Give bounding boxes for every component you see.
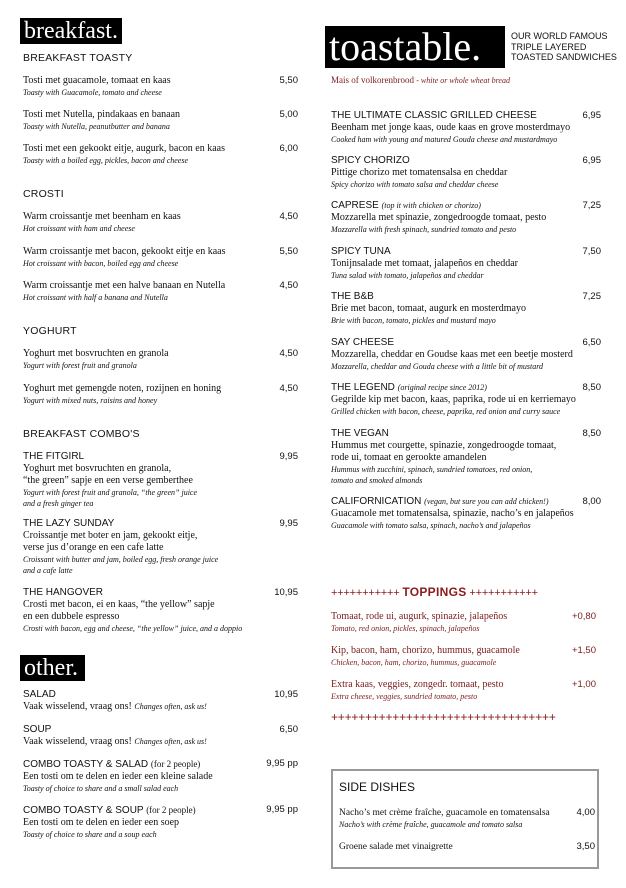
item-price: 7,50 [582,246,601,257]
item-price: 6,50 [279,724,298,735]
item-title-note: (for 2 people) [146,805,196,815]
topping-item [331,645,596,668]
item-price: 8,50 [582,428,601,439]
side-dish-item [339,841,595,853]
topping-item [331,611,596,634]
item-name: Vaak wisselend, vraag ons! Changes often, ask us! [23,736,207,747]
item-description: Yogurt with forest fruit and granola [23,361,137,370]
item-price: 9,95 [279,518,298,529]
item-description: Hot croissant with bacon, boiled egg and cheese [23,259,179,268]
item-name: Brie met bacon, tomaat, augurk en mosterdmayo [331,303,526,314]
item-name: Hummus met courgette, spinazie, zongedroogde tomaat, [331,440,557,451]
item-description: Toasty of choice to share and a small salad each [23,784,179,793]
toastable-tagline: OUR WORLD FAMOUS TRIPLE LAYERED TOASTED SANDWICHES [511,31,617,62]
item-price: 7,25 [582,291,601,302]
toastable-item [331,496,601,531]
item-name: Extra kaas, veggies, zongedr. tomaat, pesto [331,679,504,690]
item-name: verse jus d’orange en een cafe latte [23,542,164,553]
item-title: SPICY TUNA [331,246,391,257]
item-description: Mozzarella with fresh spinach, sundried tomato and pesto [331,225,517,234]
item-description: Toasty with Nutella, peanutbutter and banana [23,122,170,131]
toppings-header: +++++++++++ TOPPINGS +++++++++++ [331,585,538,599]
item-price: 4,50 [279,348,298,359]
menu-item [23,246,298,269]
item-name: rode ui, tomaat en gerookte amandelen [331,452,487,463]
item-name: Gegrilde kip met bacon, kaas, paprika, rode ui en kerriemayo [331,394,576,405]
item-name: Yoghurt met bosvruchten en granola, [23,463,172,474]
menu-item [23,75,298,98]
item-title-note: (original recipe since 2012) [397,383,487,392]
item-description: tomato and smoked almonds [331,476,423,485]
item-description: and a fresh ginger tea [23,499,94,508]
item-description: Cooked ham with young and matured Gouda cheese and mustardmayo [331,135,558,144]
item-name: Een tosti om te delen en ieder een kleine salade [23,771,213,782]
item-title: SALAD [23,689,56,700]
toastable-heading: toastable. [325,26,505,68]
item-description: Brie with bacon, tomato, pickles and mustard mayo [331,316,496,325]
item-title: CALIFORNICATION (vegan, but sure you can add chicken!) [331,496,549,507]
item-title: THE FITGIRL [23,451,85,462]
toastable-item [331,246,601,281]
item-price: 6,00 [279,143,298,154]
item-name: Tosti met Nutella, pindakaas en banaan [23,109,181,120]
menu-item [23,518,298,576]
item-description: Hummus with zucchini, spinach, sundried tomatoes, red onion, [331,465,533,474]
item-description: Toasty with a boiled egg, pickles, bacon and cheese [23,156,189,165]
item-description: Spicy chorizo with tomato salsa and cheddar cheese [331,180,499,189]
menu-item [23,109,298,132]
side-dish-item [339,807,595,830]
item-title: COMBO TOASTY & SALAD (for 2 people) [23,759,201,770]
toastable-item [331,110,601,145]
item-description: Grilled chicken with bacon, cheese, paprika, red onion and curry sauce [331,407,561,416]
item-name: en een dubbele espresso [23,611,120,622]
toastable-item [331,337,601,372]
bread-note: Mais of volkorenbrood - white or whole wheat bread [331,75,510,85]
toastable-item [331,291,601,326]
item-name: Mozzarella met spinazie, zongedroogde tomaat, pesto [331,212,547,223]
item-price: 4,50 [279,383,298,394]
item-name: Beenham met jonge kaas, oude kaas en grove mosterdmayo [331,122,571,133]
item-name: Yoghurt met bosvruchten en granola [23,348,169,359]
item-price: 6,95 [582,110,601,121]
item-description: and a cafe latte [23,566,73,575]
section-title-breakfast-combos: BREAKFAST COMBO'S [23,428,140,440]
item-name: Yoghurt met gemengde noten, rozijnen en honing [23,383,222,394]
item-title: THE ULTIMATE CLASSIC GRILLED CHEESE [331,110,537,121]
item-price: +1,50 [571,645,596,656]
item-name: Tonijnsalade met tomaat, jalapeños en cheddar [331,258,519,269]
item-name: Een tosti om te delen en ieder een soep [23,817,180,828]
item-description: Yogurt with forest fruit and granola, “the green” juice [23,488,198,497]
section-title-crosti: CROSTI [23,188,64,200]
toppings-footer: +++++++++++++++++++++++++++++++++ [331,710,556,724]
item-price: 4,00 [576,807,595,818]
item-price: 10,95 [274,689,298,700]
item-description: Chicken, bacon, ham, chorizo, hummus, guacamole [331,658,497,667]
item-title: CAPRESE (top it with chicken or chorizo) [331,200,481,211]
item-price: 6,50 [582,337,601,348]
item-price: +0,80 [571,611,596,622]
item-description: Yogurt with mixed nuts, raisins and honey [23,396,158,405]
item-description: Hot croissant with ham and cheese [23,224,135,233]
item-name: Warm croissantje met een halve banaan en Nutella [23,280,226,291]
menu-item [23,587,298,634]
menu-item [23,451,298,509]
other-heading: other. [20,655,85,681]
item-name: Crosti met bacon, ei en kaas, “the yellow” sapje [23,599,215,610]
menu-item [23,804,298,840]
topping-item [331,679,596,702]
item-name: “the green” sapje en een verse gemberthee [23,475,193,486]
item-description: Toasty with Guacamole, tomato and cheese [23,88,162,97]
item-price: 9,95 pp [266,758,298,769]
item-note: Changes often, ask us! [134,737,207,746]
item-title-note: (vegan, but sure you can add chicken!) [424,497,549,506]
item-title: THE HANGOVER [23,587,104,598]
item-price: 10,95 [274,587,298,598]
item-name: Kip, bacon, ham, chorizo, hummus, guacamole [331,645,520,656]
item-price: 4,50 [279,280,298,291]
section-title-breakfast-toasty: BREAKFAST TOASTY [23,52,133,64]
side-dishes-box [331,769,599,869]
item-price: 4,50 [279,211,298,222]
item-price: 8,50 [582,382,601,393]
item-title: THE LAZY SUNDAY [23,518,115,529]
toastable-item [331,428,601,486]
item-name: Vaak wisselend, vraag ons! Changes often, ask us! [23,701,207,712]
item-title: SAY CHEESE [331,337,394,348]
item-price: 9,95 [279,451,298,462]
menu-item [23,348,298,371]
item-description: Extra cheese, veggies, sundried tomato, pesto [331,692,478,701]
menu-item [23,143,298,166]
item-description: Tomato, red onion, pickles, spinach, jalapeños [331,624,480,633]
side-dishes-title: SIDE DISHES [339,780,416,794]
item-name: Mozzarella, cheddar en Goudse kaas met een beetje mosterd [331,349,573,360]
menu-item [23,689,298,713]
item-description: Mozzarella, cheddar and Gouda cheese with a little bit of mustard [331,362,544,371]
item-name: Groene salade met vinaigrette [339,842,453,852]
menu-item [23,211,298,234]
toastable-item [331,155,601,190]
item-description: Hot croissant with half a banana and Nutella [23,293,168,302]
item-price: 5,50 [279,246,298,257]
item-price: 3,50 [576,841,595,852]
item-description: Guacamole with tomato salsa, spinach, nacho’s and jalapeños [331,521,531,530]
item-name: Nacho’s met crème fraîche, guacamole en tomatensalsa [339,808,550,818]
item-name: Warm croissantje met bacon, gekookt eitje en kaas [23,246,226,257]
breakfast-heading: breakfast. [20,18,122,44]
item-name: Croissantje met boter en jam, gekookt eitje, [23,530,198,541]
item-price: 6,95 [582,155,601,166]
item-price: 5,00 [279,109,298,120]
item-description: Tuna salad with tomato, jalapeños and cheddar [331,271,484,280]
item-title-note: (for 2 people) [150,759,201,769]
menu-item [23,280,298,303]
item-description: Croissant with butter and jam, boiled egg, fresh orange juice [23,555,219,564]
item-name: Guacamole met tomatensalsa, spinazie, nacho’s en jalapeños [331,508,574,519]
item-price: 7,25 [582,200,601,211]
toastable-item [331,200,601,235]
item-title-note: (top it with chicken or chorizo) [381,201,481,210]
item-name: Tosti met guacamole, tomaat en kaas [23,75,171,86]
item-name: Warm croissantje met beenham en kaas [23,211,181,222]
menu-item [23,758,298,794]
item-note: Changes often, ask us! [134,702,207,711]
item-description: Toasty of choice to share and a soup each [23,830,157,839]
toastable-item [331,382,601,417]
menu-item [23,383,298,406]
item-price: 8,00 [582,496,601,507]
item-price: 9,95 pp [266,804,298,815]
item-name: Tosti met een gekookt eitje, augurk, bacon en kaas [23,143,226,154]
menu-item [23,724,298,748]
item-title: THE VEGAN [331,428,389,439]
item-price: +1,00 [571,679,596,690]
item-title: THE B&B [331,291,374,302]
item-description: Crosti with bacon, egg and cheese, “the yellow” juice, and a doppio [23,624,243,633]
item-price: 5,50 [279,75,298,86]
section-title-yoghurt: YOGHURT [23,325,77,337]
item-name: Tomaat, rode ui, augurk, spinazie, jalapeños [331,611,508,622]
item-title: SOUP [23,724,52,735]
item-title: SPICY CHORIZO [331,155,410,166]
item-description: Nacho’s with crème fraîche, guacamole and tomato salsa [339,820,523,829]
item-title: COMBO TOASTY & SOUP (for 2 people) [23,805,196,816]
item-title: THE LEGEND (original recipe since 2012) [331,382,487,393]
item-name: Pittige chorizo met tomatensalsa en cheddar [331,167,508,178]
